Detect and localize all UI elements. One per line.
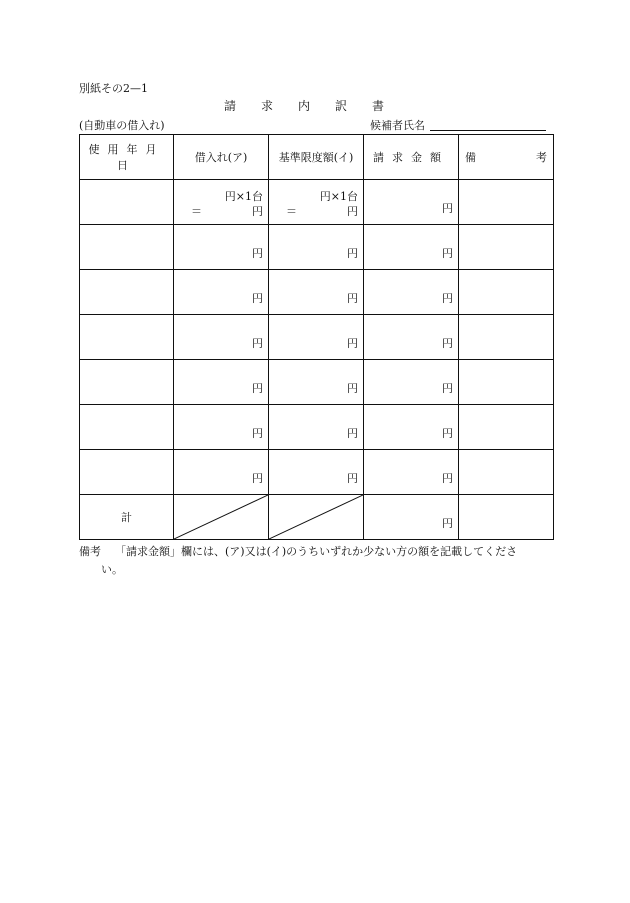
diagonal-slash-icon	[174, 495, 268, 539]
table-row	[80, 405, 554, 450]
base-limit-cell[interactable]: 円	[269, 450, 364, 495]
claim-amount-cell[interactable]: 円	[364, 225, 459, 270]
remarks-total-cell[interactable]	[459, 495, 554, 540]
date-cell[interactable]	[80, 225, 174, 270]
remarks-cell[interactable]	[459, 180, 554, 225]
note	[79, 543, 517, 559]
claim-amount-cell[interactable]: 円	[364, 405, 459, 450]
table-row	[80, 315, 554, 360]
claim-amount-cell[interactable]: 円	[364, 180, 459, 225]
total-row	[80, 495, 554, 540]
remarks-cell[interactable]	[459, 360, 554, 405]
claim-amount-total-cell[interactable]: 円	[364, 495, 459, 540]
date-cell[interactable]	[80, 360, 174, 405]
claim-amount-cell[interactable]: 円	[364, 315, 459, 360]
rental-cell[interactable]: 円	[174, 405, 269, 450]
header-usage-date: 使用年月日	[80, 135, 174, 180]
note-label: 備考	[79, 545, 101, 558]
remarks-cell[interactable]	[459, 270, 554, 315]
header-claim-amount: 請求金額	[364, 135, 459, 180]
claim-amount-cell[interactable]: 円	[364, 360, 459, 405]
document-title: 請求内訳書	[224, 99, 410, 113]
rental-total-slash	[174, 495, 269, 540]
candidate-name-label: 候補者氏名	[370, 119, 425, 132]
diagonal-slash-icon	[269, 495, 363, 539]
claims-table	[79, 134, 554, 540]
document-subtitle: (自動車の借入れ)	[79, 119, 165, 132]
rental-cell[interactable]: 円	[174, 270, 269, 315]
header-remarks: 備 考	[459, 135, 554, 180]
date-cell[interactable]	[80, 270, 174, 315]
header-base-limit: 基準限度額(イ)	[269, 135, 364, 180]
table-row	[80, 360, 554, 405]
note-continuation: い。	[101, 563, 123, 576]
table-row	[80, 225, 554, 270]
table-header-row	[80, 135, 554, 180]
remarks-cell[interactable]	[459, 450, 554, 495]
table-row	[80, 180, 554, 225]
rental-cell[interactable]: 円	[174, 360, 269, 405]
document-id: 別紙その2—1	[79, 82, 148, 95]
candidate-name-field[interactable]	[430, 130, 546, 131]
remarks-cell[interactable]	[459, 225, 554, 270]
rental-cell[interactable]: 円×1台 ＝ 円	[174, 180, 269, 225]
base-limit-cell[interactable]: 円	[269, 405, 364, 450]
base-limit-cell[interactable]: 円	[269, 315, 364, 360]
date-cell[interactable]	[80, 180, 174, 225]
base-limit-cell[interactable]: 円	[269, 270, 364, 315]
header-rental: 借入れ(ア)	[174, 135, 269, 180]
rental-cell[interactable]: 円	[174, 225, 269, 270]
base-limit-cell[interactable]: 円×1台 ＝ 円	[269, 180, 364, 225]
remarks-cell[interactable]	[459, 405, 554, 450]
date-cell[interactable]	[80, 315, 174, 360]
date-cell[interactable]	[80, 405, 174, 450]
date-cell[interactable]	[80, 450, 174, 495]
claim-amount-cell[interactable]: 円	[364, 450, 459, 495]
remarks-cell[interactable]	[459, 315, 554, 360]
note-text: 「請求金額」欄には、(ア)又は(イ)のうちいずれか少ない方の額を記載してくださ	[115, 545, 518, 558]
base-limit-cell[interactable]: 円	[269, 360, 364, 405]
base-limit-cell[interactable]: 円	[269, 225, 364, 270]
rental-cell[interactable]: 円	[174, 315, 269, 360]
rental-cell[interactable]: 円	[174, 450, 269, 495]
total-label: 計	[80, 495, 174, 540]
base-limit-total-slash	[269, 495, 364, 540]
claim-amount-cell[interactable]: 円	[364, 270, 459, 315]
table-row	[80, 450, 554, 495]
table-row	[80, 270, 554, 315]
